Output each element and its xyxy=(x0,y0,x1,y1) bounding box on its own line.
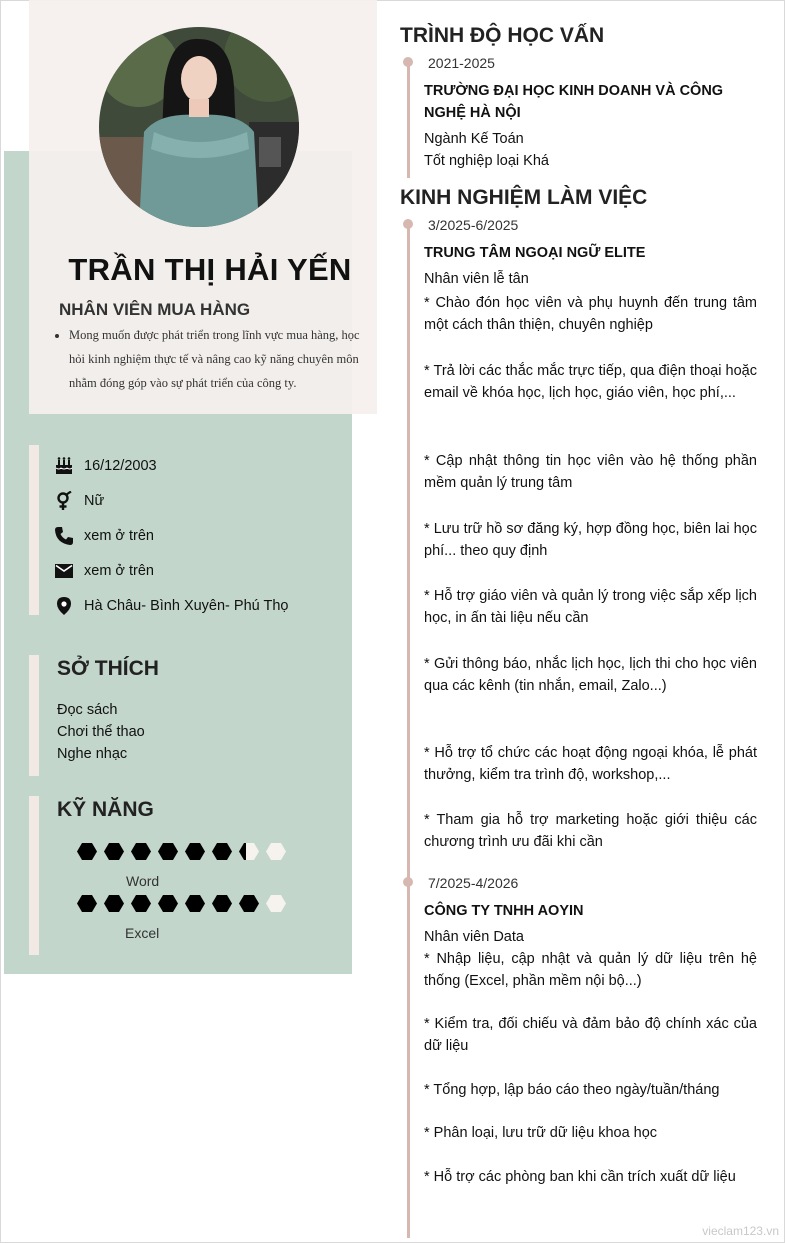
education-timeline xyxy=(407,60,410,178)
company-name: TRUNG TÂM NGOẠI NGỮ ELITE xyxy=(424,245,646,261)
email-value: xem ở trên xyxy=(84,562,154,579)
job-position: Nhân viên Data xyxy=(424,929,524,945)
applied-position: NHÂN VIÊN MUA HÀNG xyxy=(59,300,251,319)
rating-hex xyxy=(131,895,151,912)
skill-rating-excel xyxy=(77,895,286,912)
hobbies-list xyxy=(57,699,145,765)
experience-timeline xyxy=(407,222,410,1238)
duty-item: * Trả lời các thắc mắc trực tiếp, qua điện thoại hoặc email về khóa học, lịch học, giáo viên, học phí,... xyxy=(424,363,757,401)
duty-item: * Kiểm tra, đối chiếu và đảm bảo độ chính xác của dữ liệu xyxy=(424,1016,757,1054)
birthday-row xyxy=(54,448,288,483)
gender-icon xyxy=(54,491,74,511)
education-major: Ngành Kế Toán xyxy=(424,131,524,147)
gender-value: Nữ xyxy=(84,492,105,509)
job-position: Nhân viên lễ tân xyxy=(424,271,529,287)
hobbies-accent-bar xyxy=(29,655,39,776)
education-date: 2021-2025 xyxy=(428,55,495,71)
skill-rating-word xyxy=(77,843,286,860)
job-date: 3/2025-6/2025 xyxy=(428,217,519,233)
job-date: 7/2025-4/2026 xyxy=(428,875,519,891)
rating-hex xyxy=(185,843,205,860)
rating-hex-partial xyxy=(239,843,259,860)
rating-hex xyxy=(104,895,124,912)
duty-item: * Tổng hợp, lập báo cáo theo ngày/tuần/tháng xyxy=(424,1082,720,1098)
address-row xyxy=(54,588,288,623)
rating-hex xyxy=(212,895,232,912)
rating-hex-empty xyxy=(266,843,286,860)
duty-item: * Phân loại, lưu trữ dữ liệu khoa học xyxy=(424,1125,658,1141)
hobbies-title: SỞ THÍCH xyxy=(57,657,159,680)
timeline-dot xyxy=(403,219,413,229)
skill-name: Excel xyxy=(125,925,160,941)
hobby-item: Chơi thể thao xyxy=(57,724,145,740)
hobby-item: Nghe nhạc xyxy=(57,746,128,762)
location-pin-icon xyxy=(54,596,74,616)
gender-row xyxy=(54,483,288,518)
email-row xyxy=(54,553,288,588)
email-icon xyxy=(54,561,74,581)
duty-item: * Tham gia hỗ trợ marketing hoặc giới thiệu các chương trình ưu đãi khi cần xyxy=(424,812,757,850)
rating-hex xyxy=(158,895,178,912)
rating-hex xyxy=(77,895,97,912)
phone-row xyxy=(54,518,288,553)
duty-item: * Hỗ trợ giáo viên và quản lý trong việc sắp xếp lịch học, in ấn tài liệu nếu cần xyxy=(424,588,757,626)
rating-hex xyxy=(239,895,259,912)
birthday-cake-icon xyxy=(54,456,74,476)
rating-hex xyxy=(104,843,124,860)
objective-text: • Mong muốn được phát triển trong lĩnh vực mua hàng, học hỏi kinh nghiệm thực tế và nâng cao kỹ năng chuyên môn nhằm đóng góp vào sự phát triển của công ty. xyxy=(69,323,374,395)
rating-hex xyxy=(185,895,205,912)
contact-info xyxy=(54,448,288,623)
duty-item: * Lưu trữ hồ sơ đăng ký, hợp đồng học, biên lai học phí... theo quy định xyxy=(424,521,757,559)
skills-title: KỸ NĂNG xyxy=(57,798,154,821)
duty-item: * Cập nhật thông tin học viên vào hệ thống phần mềm quản lý trung tâm xyxy=(424,453,757,491)
school-name: TRƯỜNG ĐẠI HỌC KINH DOANH VÀ CÔNG NGHỆ HÀ NỘI xyxy=(424,83,724,121)
job-duties xyxy=(424,948,757,1188)
candidate-name: TRẦN THỊ HẢI YẾN xyxy=(68,252,352,287)
education-title: TRÌNH ĐỘ HỌC VẤN xyxy=(400,24,605,47)
skills-accent-bar xyxy=(29,796,39,955)
rating-hex xyxy=(131,843,151,860)
duty-item: * Chào đón học viên và phụ huynh đến trung tâm một cách thân thiện, chuyên nghiệp xyxy=(424,295,757,333)
education-result: Tốt nghiệp loại Khá xyxy=(424,153,549,169)
rating-hex-empty xyxy=(266,895,286,912)
career-objective xyxy=(53,323,374,395)
skill-name: Word xyxy=(126,873,160,889)
profile-photo xyxy=(99,27,299,227)
hobby-item: Đọc sách xyxy=(57,702,118,718)
contact-accent-bar xyxy=(29,445,39,615)
duty-item: * Hỗ trợ các phòng ban khi cần trích xuất dữ liệu xyxy=(424,1169,736,1185)
duty-item: * Hỗ trợ tổ chức các hoạt động ngoại khóa, lễ phát thưởng, kiểm tra trình độ, workshop,... xyxy=(424,745,757,783)
rating-hex xyxy=(158,843,178,860)
timeline-dot xyxy=(403,877,413,887)
phone-value: xem ở trên xyxy=(84,527,154,544)
company-name: CÔNG TY TNHH AOYIN xyxy=(424,903,584,919)
timeline-dot xyxy=(403,57,413,67)
rating-hex xyxy=(212,843,232,860)
birthday-value: 16/12/2003 xyxy=(84,457,157,474)
address-value: Hà Châu- Bình Xuyên- Phú Thọ xyxy=(84,597,289,614)
job-duties xyxy=(424,292,757,853)
site-watermark: vieclam123.vn xyxy=(702,1224,779,1238)
duty-item: * Nhập liệu, cập nhật và quản lý dữ liệu trên hệ thống (Excel, phần mềm nội bộ...) xyxy=(424,951,757,989)
rating-hex xyxy=(77,843,97,860)
phone-icon xyxy=(54,526,74,546)
duty-item: * Gửi thông báo, nhắc lịch học, lịch thi cho học viên qua các kênh (tin nhắn, email, Zalo...) xyxy=(424,656,757,694)
experience-title: KINH NGHIỆM LÀM VIỆC xyxy=(400,186,648,209)
